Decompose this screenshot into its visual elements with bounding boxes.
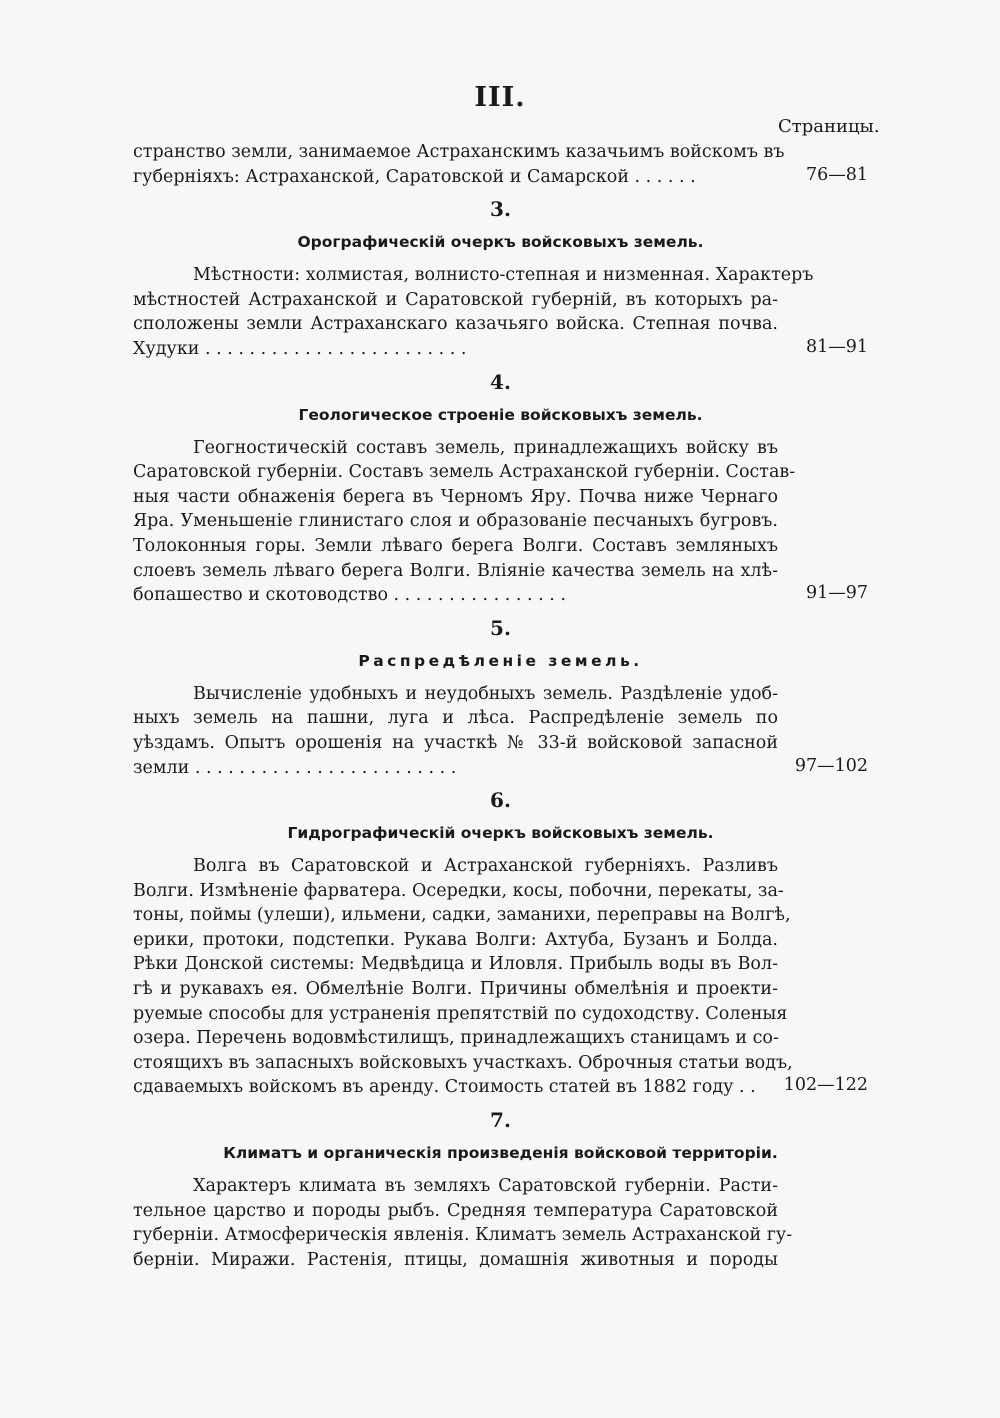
entry-line: Толоконныя горы. Земли лѣваго берега Волги. Составъ земляныхъ (133, 535, 778, 556)
toc-entry (133, 682, 868, 780)
entry-line: Рѣки Донской системы: Медвѣдица и Иловля. Прибыль воды въ Вол- (133, 954, 778, 975)
toc-entry (133, 1174, 868, 1272)
entry-line: тельное царство и породы рыбъ. Средняя температура Саратовской (133, 1200, 778, 1221)
toc-entry (133, 263, 868, 361)
section-number: 3. (490, 197, 511, 222)
toc-body (133, 140, 868, 1272)
section-title: Гидрографическій очеркъ войсковыхъ земель. (287, 824, 714, 843)
section-number: 4. (490, 369, 511, 394)
entry-line: сдаваемыхъ войскомъ въ аренду. Стоимость статей въ 1882 году . . (133, 1077, 756, 1098)
entry-line: Саратовской губерніи. Составъ земель Астраханской губерніи. Состав- (133, 462, 796, 483)
entry-line: губерніяхъ: Астраханской, Саратовской и Самарской . . . . . . (133, 166, 696, 187)
page-range: 102—122 (783, 1075, 868, 1096)
entry-line: тоны, поймы (улеши), ильмени, садки, заманихи, переправы на Волгѣ, (133, 905, 791, 926)
entry-line: руемые способы для устраненія препятствій по судоходству. Соленыя (133, 1003, 788, 1024)
toc-entry (133, 436, 868, 608)
entry-line: берніи. Миражи. Растенія, птицы, домашнія животныя и породы (133, 1249, 778, 1270)
entry-line: Худуки . . . . . . . . . . . . . . . . . . . . . . . . (133, 338, 467, 359)
entry-line: Яра. Уменьшеніе глинистаго слоя и образованіе песчаныхъ бугровъ. (133, 511, 778, 532)
section-title: Климатъ и органическія произведенія войсковой территоріи. (223, 1144, 778, 1163)
section-title: Орографическій очеркъ войсковыхъ земель. (297, 233, 704, 252)
page-range: 91—97 (805, 583, 868, 604)
entry-line: губерніи. Атмосферическія явленія. Климатъ земель Астраханской гу- (133, 1225, 793, 1246)
page-number: III. (474, 82, 526, 113)
entry-line: земли . . . . . . . . . . . . . . . . . . . . . . . . (133, 757, 457, 778)
page-range: 76—81 (805, 164, 868, 185)
section-title: Геологическое строеніе войсковыхъ земель. (298, 405, 703, 424)
entry-line: ныя части обнаженія берега въ Черномъ Яру. Почва ниже Чернаго (133, 486, 778, 507)
entry-line: гѣ и рукавахъ ея. Обмелѣніе Волги. Причины обмелѣнія и проекти- (133, 979, 778, 1000)
entry-line: сположены земли Астраханскаго казачьяго войска. Степная почва. (133, 314, 778, 335)
entry-line: Волга въ Саратовской и Астраханской губерніяхъ. Разливъ (193, 856, 778, 877)
entry-line: мѣстностей Астраханской и Саратовской губерній, въ которыхъ ра- (133, 289, 778, 310)
toc-entry (133, 854, 868, 1100)
toc-entry-continuation (133, 140, 868, 189)
entry-line: слоевъ земель лѣваго берега Волги. Вліяніе качества земель на хлѣ- (133, 560, 778, 581)
section-title: Распредѣленіе земель. (358, 651, 643, 670)
entry-line: озера. Перечень водовмѣстилищъ, принадлежащихъ станицамъ и со- (133, 1028, 779, 1049)
entry-line: Характеръ климата въ земляхъ Саратовской губерніи. Расти- (193, 1176, 778, 1197)
entry-line: Мѣстности: холмистая, волнисто-степная и низменная. Характеръ (193, 265, 814, 286)
entry-line: Вычисленіе удобныхъ и неудобныхъ земель. Раздѣленіе удоб- (193, 683, 778, 704)
section-number: 6. (490, 788, 511, 813)
page-range: 81—91 (805, 336, 868, 357)
entry-line: уѣздамъ. Опытъ орошенія на участкѣ № 33-й войсковой запасной (133, 732, 778, 753)
entry-line: странство земли, занимаемое Астраханскимъ казачьимъ войскомъ въ (133, 142, 785, 162)
entry-line: бопашество и скотоводство . . . . . . . . . . . . . . . . (133, 585, 566, 606)
page-range: 97—102 (794, 755, 868, 776)
entry-line: Геогностическій составъ земель, принадлежащихъ войску въ (193, 437, 778, 458)
entry-line: ерики, протоки, подстепки. Рукава Волги: Ахтуба, Бузанъ и Болда. (133, 929, 778, 950)
section-number: 7. (490, 1108, 511, 1133)
entry-line: стоящихъ въ запасныхъ войсковыхъ участкахъ. Оброчныя статьи водъ, (133, 1052, 793, 1073)
section-number: 5. (490, 615, 511, 640)
pages-column-header: Страницы. (778, 116, 880, 137)
entry-line: Волги. Измѣненіе фарватера. Осередки, косы, побочни, перекаты, за- (133, 880, 784, 901)
entry-line: ныхъ земель на пашни, луга и лѣса. Распредѣленіе земель по (133, 708, 778, 729)
